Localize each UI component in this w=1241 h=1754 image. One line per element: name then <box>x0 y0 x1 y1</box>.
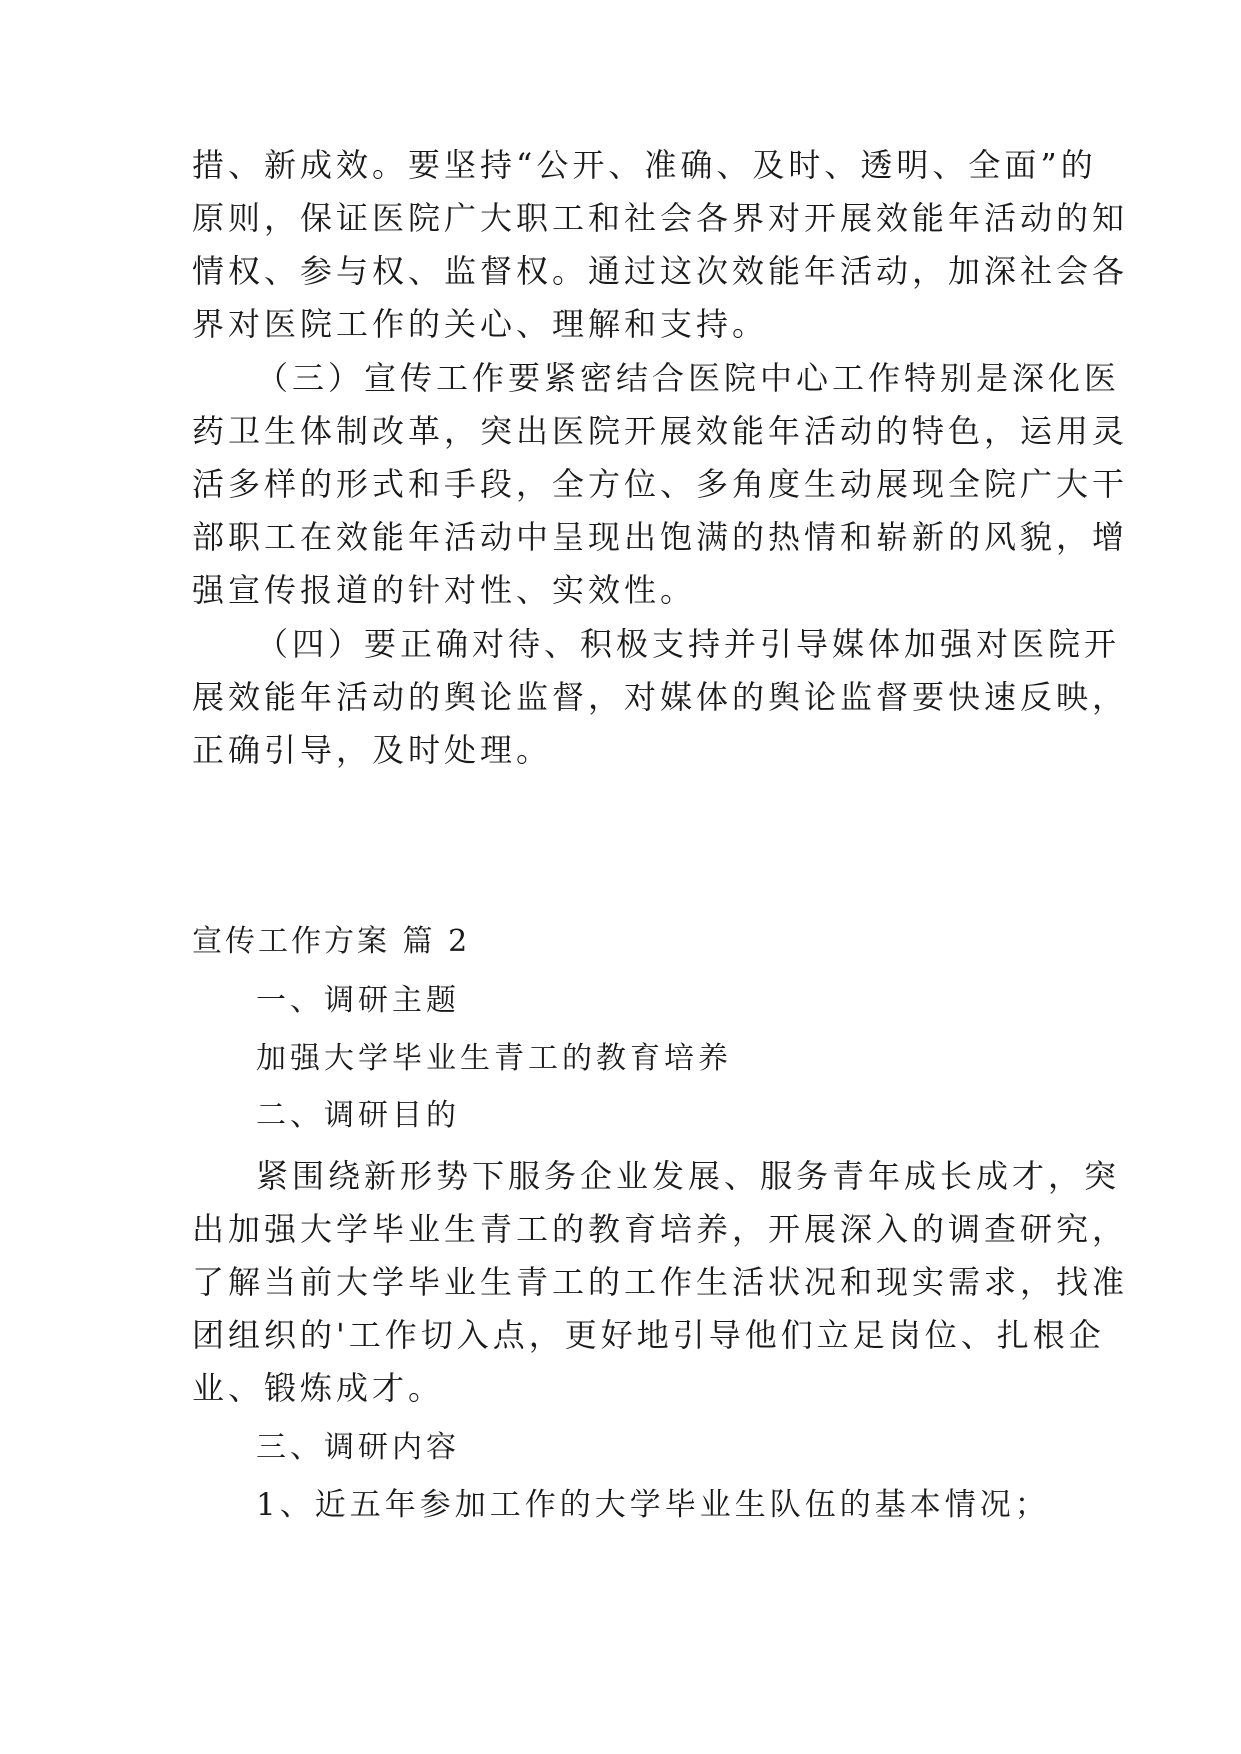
text-line: 出加强大学毕业生青工的教育培养，开展深入的调查研究， <box>192 1210 1129 1248</box>
text-line: 情权、参与权、监督权。通过这次效能年活动，加深社会各 <box>192 252 1129 290</box>
text-line: 药卫生体制改革，突出医院开展效能年活动的特色，运用灵 <box>192 412 1129 450</box>
text-line: 紧围绕新形势下服务企业发展、服务青年成长成才，突 <box>256 1157 1121 1195</box>
text-line: 强宣传报道的针对性、实效性。 <box>192 571 697 609</box>
text-line: 团组织的'工作切入点，更好地引导他们立足岗位、扎根企 <box>192 1316 1105 1354</box>
text-line: 部职工在效能年活动中呈现出饱满的热情和崭新的风貌，增 <box>192 518 1129 556</box>
text-line: 正确引导，及时处理。 <box>192 731 553 769</box>
text-line: （四）要正确对待、积极支持并引导媒体加强对医院开 <box>256 625 1121 663</box>
item2-title: 二、调研目的 <box>256 1098 460 1133</box>
text-line: 活多样的形式和手段，全方位、多角度生动展现全院广大干 <box>192 465 1129 503</box>
item1-body: 加强大学毕业生青工的教育培养 <box>256 1041 732 1076</box>
text-line: 了解当前大学毕业生青工的工作生活状况和现实需求，找准 <box>192 1263 1129 1301</box>
text-line: 业、锻炼成才。 <box>192 1369 445 1407</box>
text-line: 展效能年活动的舆论监督，对媒体的舆论监督要快速反映， <box>192 678 1129 716</box>
text-line: 措、新成效。要坚持“公开、准确、及时、透明、全面”的 <box>192 146 1097 184</box>
text-line: （三）宣传工作要紧密结合医院中心工作特别是深化医 <box>256 359 1121 397</box>
section-heading: 宣传工作方案 篇 2 <box>192 924 471 959</box>
item3-title: 三、调研内容 <box>256 1430 460 1465</box>
item3-point1: 1、近五年参加工作的大学毕业生队伍的基本情况； <box>256 1487 1050 1523</box>
text-line: 界对医院工作的关心、理解和支持。 <box>192 305 769 343</box>
text-line: 原则，保证医院广大职工和社会各界对开展效能年活动的知 <box>192 199 1129 237</box>
item1-title: 一、调研主题 <box>256 983 460 1018</box>
